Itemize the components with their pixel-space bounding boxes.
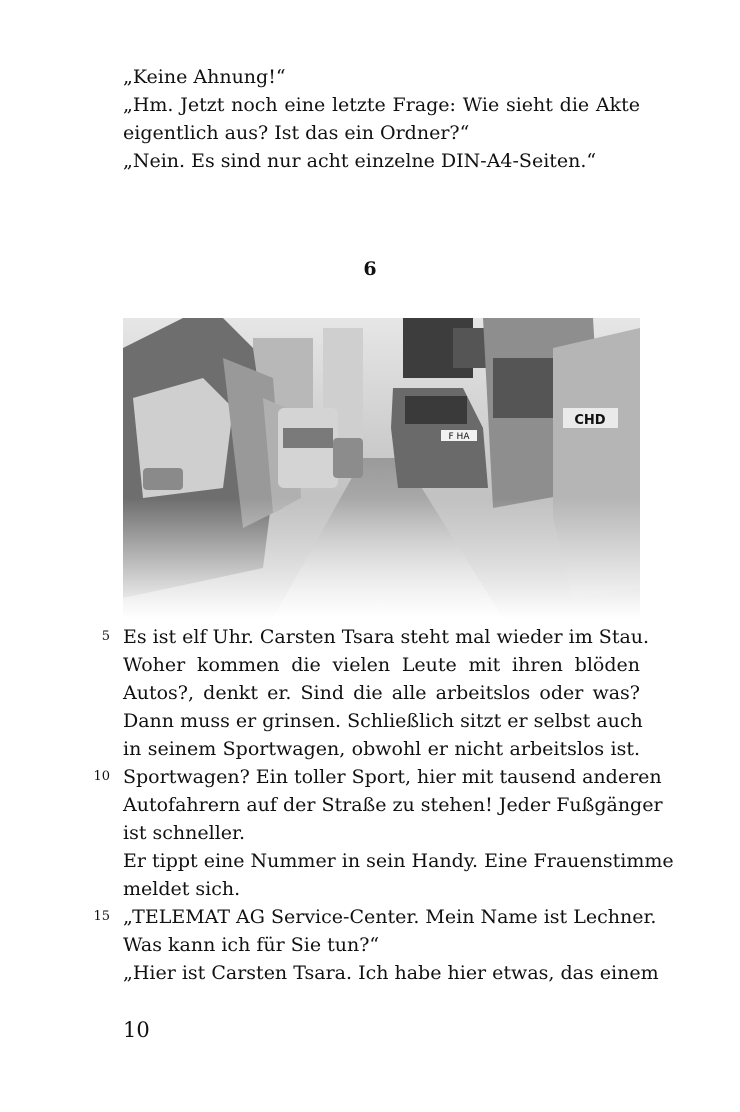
text-line: Was kann ich für Sie tun?“: [123, 934, 380, 956]
text-line: in seinem Sportwagen, obwohl er nicht arbeitslos ist.: [123, 738, 640, 760]
text-line: eigentlich aus? Ist das ein Ordner?“: [123, 122, 470, 144]
line-number: 5: [101, 629, 110, 644]
line-number: 15: [93, 909, 110, 924]
text-line: „Hier ist Carsten Tsara. Ich habe hier etwas, das einem: [123, 962, 659, 984]
text-line: Dann muss er grinsen. Schließlich sitzt er selbst auch: [123, 710, 643, 732]
chapter-number: 6: [363, 258, 377, 280]
text-line: Autofahrern auf der Straße zu stehen! Jeder Fußgänger: [123, 794, 663, 816]
traffic-jam-illustration: [123, 318, 640, 618]
text-line: Woher kommen die vielen Leute mit ihren blöden: [123, 654, 640, 676]
fade-overlay: [123, 318, 640, 618]
text-line: Sportwagen? Ein toller Sport, hier mit tausend anderen: [123, 766, 662, 788]
text-line: Autos?, denkt er. Sind die alle arbeitslos oder was?: [123, 682, 640, 704]
page-number: 10: [123, 1018, 150, 1042]
text-line: „Keine Ahnung!“: [123, 66, 286, 88]
text-line: Er tippt eine Nummer in sein Handy. Eine Frauenstimme: [123, 850, 674, 872]
text-line: ist schneller.: [123, 822, 246, 844]
text-line: „Nein. Es sind nur acht einzelne DIN-A4-Seiten.“: [123, 150, 597, 172]
text-line: meldet sich.: [123, 878, 241, 900]
text-line: Es ist elf Uhr. Carsten Tsara steht mal wieder im Stau.: [123, 626, 650, 648]
text-line: „Hm. Jetzt noch eine letzte Frage: Wie sieht die Akte: [123, 94, 640, 116]
line-number: 10: [93, 769, 110, 784]
text-line: „TELEMAT AG Service-Center. Mein Name ist Lechner.: [123, 906, 657, 928]
